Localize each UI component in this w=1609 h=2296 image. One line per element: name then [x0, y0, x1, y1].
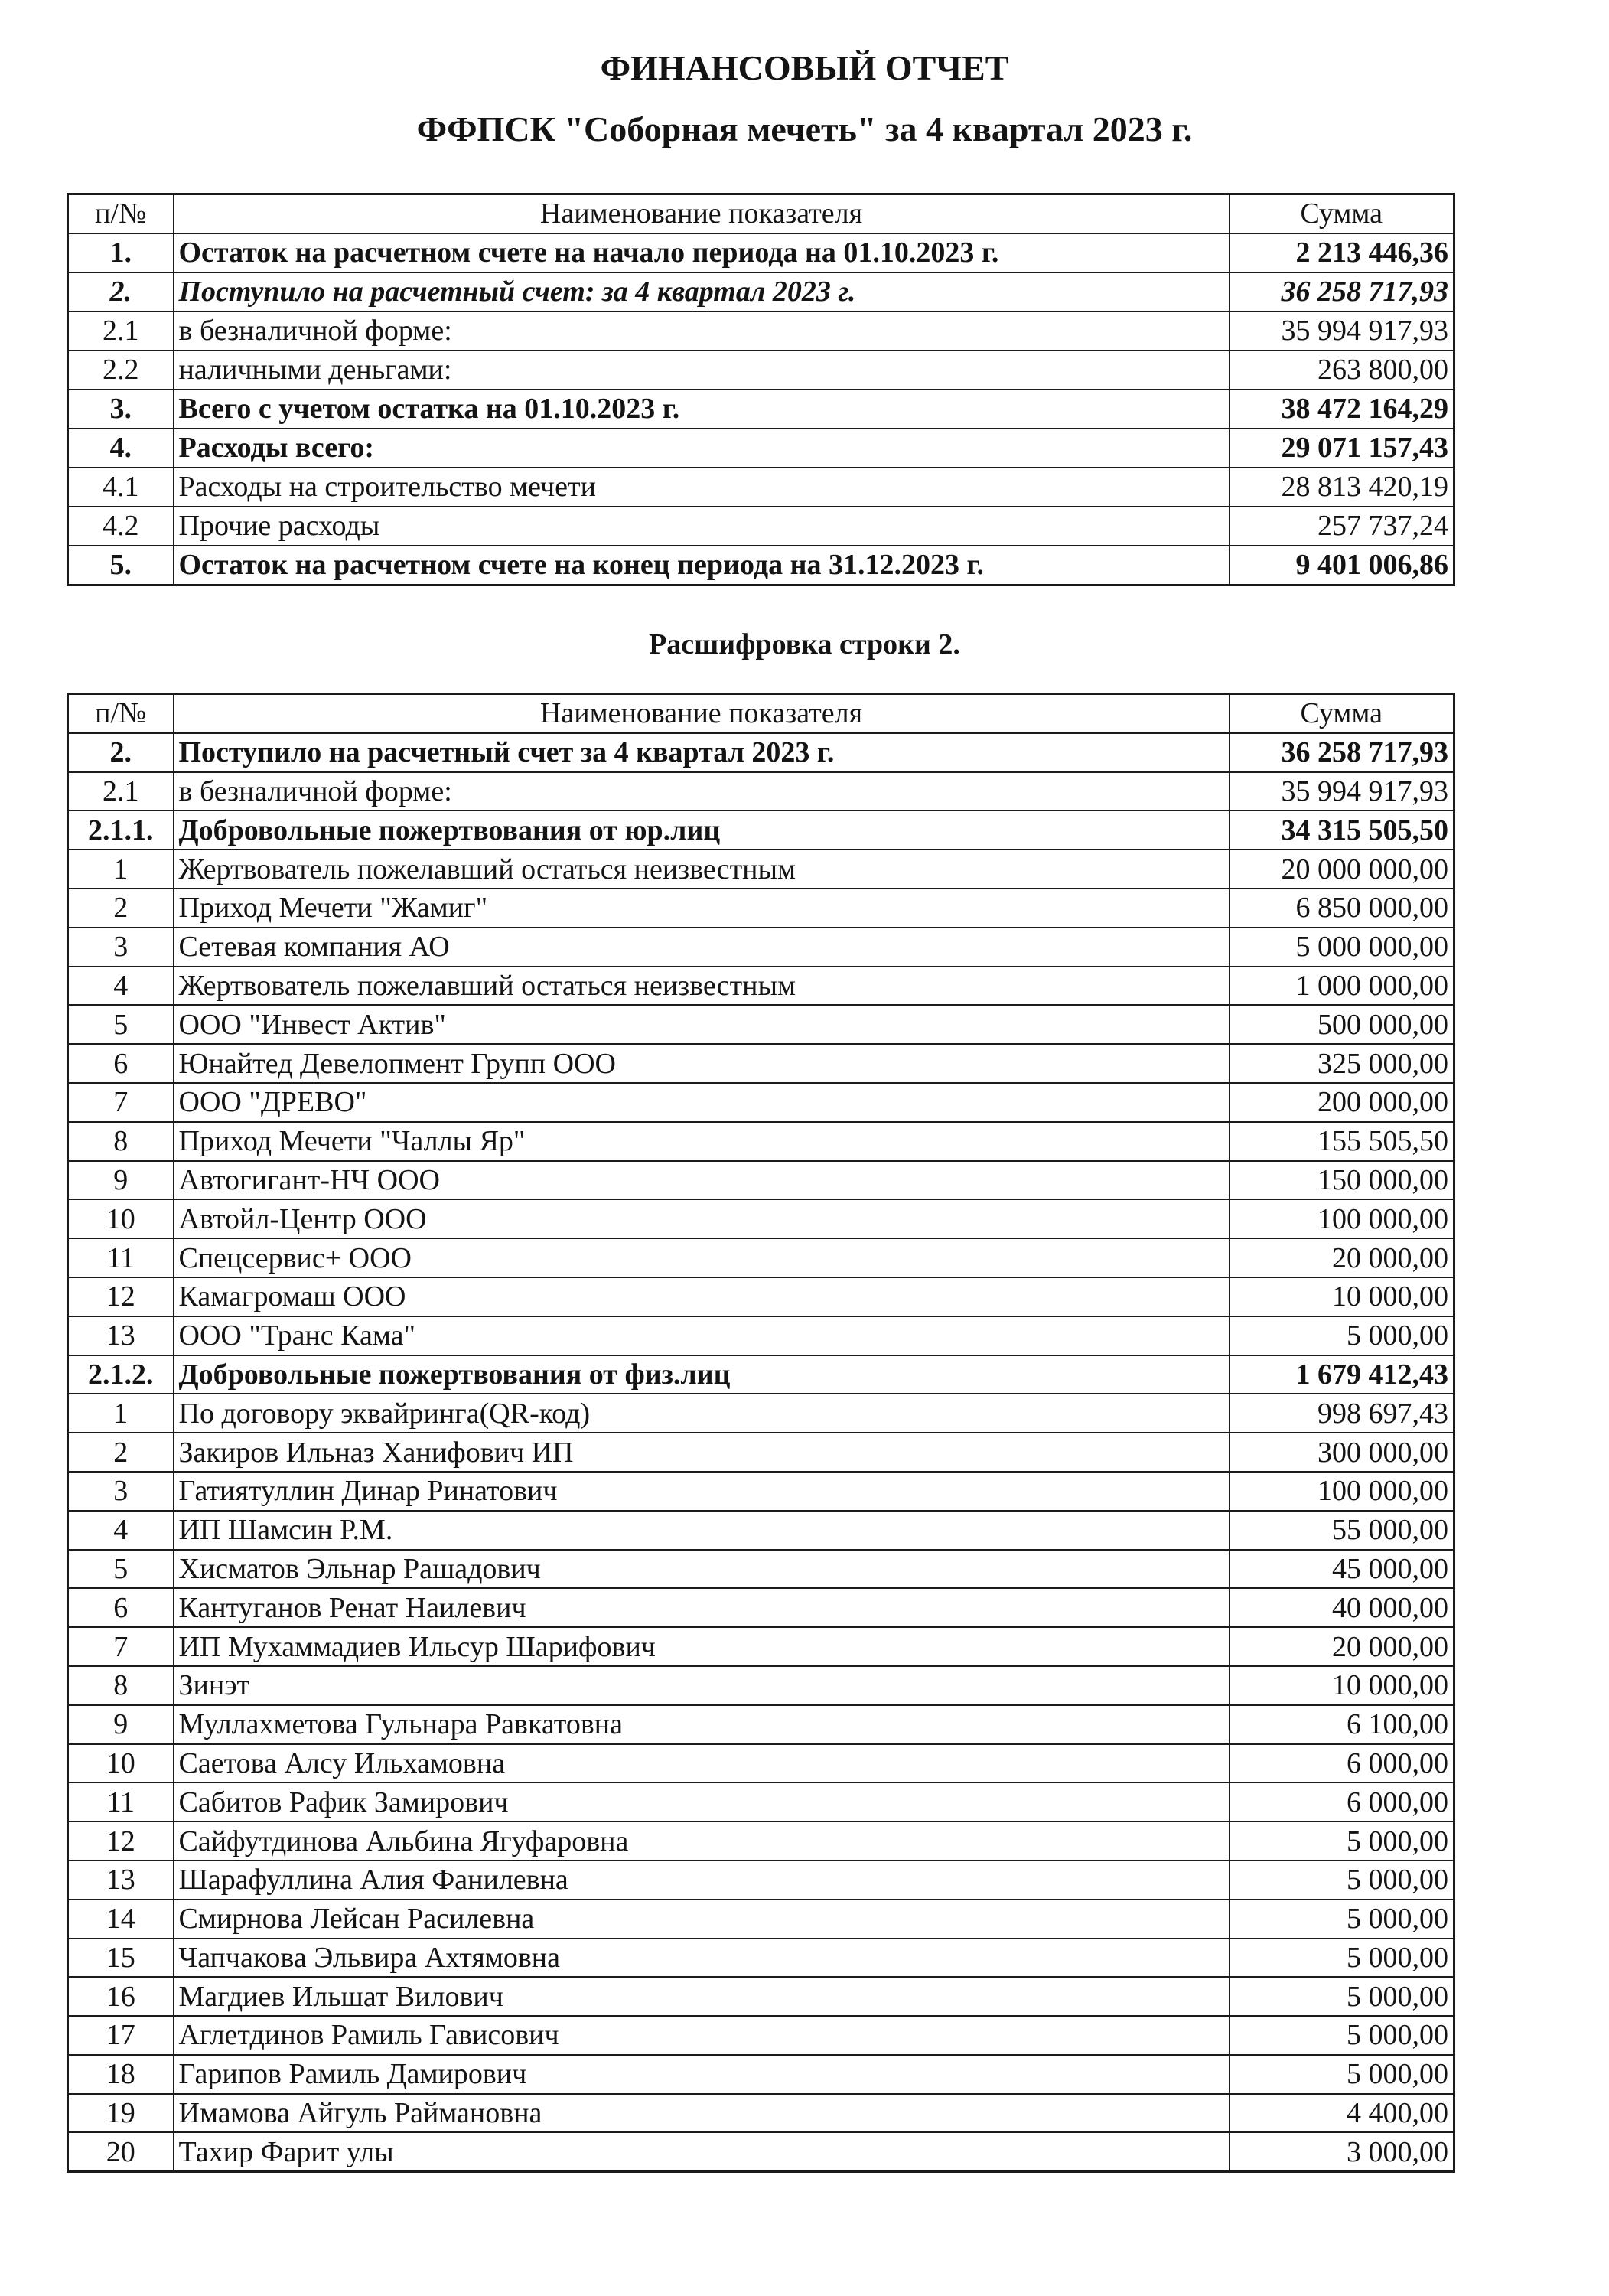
row-sum: 45 000,00: [1230, 1550, 1454, 1589]
row-name: Поступило на расчетный счет за 4 квартал 2023 г.: [174, 733, 1230, 772]
row-sum: 500 000,00: [1230, 1005, 1454, 1044]
row-number: 19: [68, 2094, 174, 2133]
table-row: [68, 351, 1454, 390]
row-sum: 5 000,00: [1230, 1821, 1454, 1861]
table-row: [68, 1005, 1454, 1044]
row-number: 7: [68, 1627, 174, 1666]
row-name: Аглетдинов Рамиль Гависович: [174, 2016, 1230, 2055]
column-header-number: п/№: [68, 194, 174, 234]
row-name: Расходы на строительство мечети: [174, 468, 1230, 507]
row-name: Жертвователь пожелавший остаться неизвестным: [174, 850, 1230, 889]
row-name: Магдиев Ильшат Вилович: [174, 1977, 1230, 2016]
row-name: Гатиятуллин Динар Ринатович: [174, 1472, 1230, 1511]
row-sum: 28 813 420,19: [1230, 468, 1454, 507]
row-sum: 20 000,00: [1230, 1627, 1454, 1666]
table-row: [68, 733, 1454, 772]
row-number: 11: [68, 1238, 174, 1277]
row-sum: 1 000 000,00: [1230, 967, 1454, 1006]
table-row: [68, 1861, 1454, 1900]
row-sum: 5 000,00: [1230, 1977, 1454, 2016]
row-sum: 150 000,00: [1230, 1161, 1454, 1200]
table-row: [68, 272, 1454, 311]
row-number: 18: [68, 2055, 174, 2094]
row-number: 2.: [68, 733, 174, 772]
row-sum: 5 000,00: [1230, 1861, 1454, 1900]
table-row: [68, 507, 1454, 546]
row-name: Гарипов Рамиль Дамирович: [174, 2055, 1230, 2094]
table-row: [68, 1277, 1454, 1316]
row-number: 2.1.1.: [68, 810, 174, 850]
row-number: 10: [68, 1744, 174, 1783]
row-name: Сайфутдинова Альбина Ягуфаровна: [174, 1821, 1230, 1861]
column-header-name: Наименование показателя: [174, 694, 1230, 733]
row-number: 4.1: [68, 468, 174, 507]
row-sum: 10 000,00: [1230, 1277, 1454, 1316]
table-row: [68, 1939, 1454, 1978]
table-row: [68, 1550, 1454, 1589]
report-title: ФИНАНСОВЫЙ ОТЧЕТ: [600, 48, 1009, 87]
row-sum: 100 000,00: [1230, 1472, 1454, 1511]
table-row: [68, 1782, 1454, 1821]
row-sum: 9 401 006,86: [1230, 546, 1454, 585]
row-name: в безналичной форме:: [174, 772, 1230, 811]
row-name: Поступило на расчетный счет: за 4 квартал 2023 г.: [174, 272, 1230, 311]
table-row: [68, 2055, 1454, 2094]
row-name: Приход Мечети "Жамиг": [174, 889, 1230, 928]
row-name: ИП Мухаммадиев Ильсур Шарифович: [174, 1627, 1230, 1666]
table-row: [68, 850, 1454, 889]
row-number: 6: [68, 1588, 174, 1627]
table-row: [68, 1588, 1454, 1627]
row-sum: 155 505,50: [1230, 1122, 1454, 1161]
row-number: 10: [68, 1199, 174, 1238]
row-name: Автогигант-НЧ ООО: [174, 1161, 1230, 1200]
row-name: Муллахметова Гульнара Равкатовна: [174, 1705, 1230, 1744]
row-sum: 257 737,24: [1230, 507, 1454, 546]
row-sum: 6 850 000,00: [1230, 889, 1454, 928]
row-number: 4: [68, 967, 174, 1006]
table-row: [68, 311, 1454, 351]
table-row: [68, 1238, 1454, 1277]
summary-table: [67, 193, 1455, 586]
table-row: [68, 1821, 1454, 1861]
table-row: [68, 1161, 1454, 1200]
table-row: [68, 1666, 1454, 1705]
row-sum: 36 258 717,93: [1230, 272, 1454, 311]
table-row: [68, 810, 1454, 850]
row-name: Спецсервис+ ООО: [174, 1238, 1230, 1277]
row-sum: 263 800,00: [1230, 351, 1454, 390]
row-number: 2.1: [68, 772, 174, 811]
table-row: [68, 1316, 1454, 1355]
row-sum: 20 000,00: [1230, 1238, 1454, 1277]
row-name: Кантуганов Ренат Наилевич: [174, 1588, 1230, 1627]
table-row: [68, 2132, 1454, 2171]
row-sum: 10 000,00: [1230, 1666, 1454, 1705]
table-row: [68, 1083, 1454, 1122]
row-sum: 34 315 505,50: [1230, 810, 1454, 850]
table-row: [68, 468, 1454, 507]
table-row: [68, 429, 1454, 468]
row-sum: 100 000,00: [1230, 1199, 1454, 1238]
row-name: Сетевая компания АО: [174, 928, 1230, 967]
row-number: 4: [68, 1511, 174, 1550]
row-number: 9: [68, 1161, 174, 1200]
row-sum: 3 000,00: [1230, 2132, 1454, 2171]
table-row: [68, 1511, 1454, 1550]
row-name: По договору эквайринга(QR-код): [174, 1394, 1230, 1433]
row-sum: 6 000,00: [1230, 1782, 1454, 1821]
table-row: [68, 233, 1454, 272]
row-number: 2.1: [68, 311, 174, 351]
row-name: Саетова Алсу Ильхамовна: [174, 1744, 1230, 1783]
row-name: ООО "ДРЕВО": [174, 1083, 1230, 1122]
table-row: [68, 928, 1454, 967]
row-name: Автойл-Центр ООО: [174, 1199, 1230, 1238]
column-header-sum: Сумма: [1230, 694, 1454, 733]
row-number: 13: [68, 1861, 174, 1900]
row-number: 2: [68, 889, 174, 928]
row-name: Жертвователь пожелавший остаться неизвестным: [174, 967, 1230, 1006]
row-number: 11: [68, 1782, 174, 1821]
row-number: 6: [68, 1044, 174, 1083]
row-number: 16: [68, 1977, 174, 2016]
table-row: [68, 2016, 1454, 2055]
row-name: наличными деньгами:: [174, 351, 1230, 390]
row-name: Юнайтед Девелопмент Групп ООО: [174, 1044, 1230, 1083]
table-row: [68, 1977, 1454, 2016]
table-row: [68, 1627, 1454, 1666]
column-header-sum: Сумма: [1230, 194, 1454, 234]
table-row: [68, 1705, 1454, 1744]
row-number: 2.1.2.: [68, 1355, 174, 1394]
table-row: [68, 390, 1454, 429]
report-subtitle: ФФПСК "Соборная мечеть" за 4 квартал 2023 г.: [416, 109, 1193, 148]
row-sum: 40 000,00: [1230, 1588, 1454, 1627]
row-name: Приход Мечети "Чаллы Яр": [174, 1122, 1230, 1161]
row-sum: 5 000 000,00: [1230, 928, 1454, 967]
row-name: Всего с учетом остатка на 01.10.2023 г.: [174, 390, 1230, 429]
row-sum: 300 000,00: [1230, 1433, 1454, 1472]
table-row: [68, 1122, 1454, 1161]
row-name: ООО "Транс Кама": [174, 1316, 1230, 1355]
row-sum: 6 000,00: [1230, 1744, 1454, 1783]
row-name: Расходы всего:: [174, 429, 1230, 468]
row-number: 1: [68, 1394, 174, 1433]
row-name: Остаток на расчетном счете на начало периода на 01.10.2023 г.: [174, 233, 1230, 272]
row-name: ООО "Инвест Актив": [174, 1005, 1230, 1044]
row-number: 15: [68, 1939, 174, 1978]
row-number: 2: [68, 1433, 174, 1472]
table-row: [68, 967, 1454, 1006]
row-name: Хисматов Эльнар Рашадович: [174, 1550, 1230, 1589]
row-name: Остаток на расчетном счете на конец периода на 31.12.2023 г.: [174, 546, 1230, 585]
row-sum: 35 994 917,93: [1230, 772, 1454, 811]
row-sum: 36 258 717,93: [1230, 733, 1454, 772]
row-number: 12: [68, 1277, 174, 1316]
row-name: Камагромаш ООО: [174, 1277, 1230, 1316]
column-header-number: п/№: [68, 694, 174, 733]
row-sum: 1 679 412,43: [1230, 1355, 1454, 1394]
row-number: 8: [68, 1666, 174, 1705]
table-header-row: [68, 694, 1454, 733]
row-name: Имамова Айгуль Раймановна: [174, 2094, 1230, 2133]
row-sum: 29 071 157,43: [1230, 429, 1454, 468]
row-number: 8: [68, 1122, 174, 1161]
table-row: [68, 1433, 1454, 1472]
row-number: 3: [68, 1472, 174, 1511]
row-number: 14: [68, 1900, 174, 1939]
row-number: 3.: [68, 390, 174, 429]
row-sum: 5 000,00: [1230, 1939, 1454, 1978]
row-number: 1.: [68, 233, 174, 272]
summary-table-body: [68, 233, 1454, 585]
row-name: Смирнова Лейсан Расилевна: [174, 1900, 1230, 1939]
table-row: [68, 1744, 1454, 1783]
row-name: Прочие расходы: [174, 507, 1230, 546]
table-row: [68, 1900, 1454, 1939]
row-sum: 2 213 446,36: [1230, 233, 1454, 272]
row-sum: 5 000,00: [1230, 1316, 1454, 1355]
row-number: 12: [68, 1821, 174, 1861]
table-row: [68, 2094, 1454, 2133]
row-name: Чапчакова Эльвира Ахтямовна: [174, 1939, 1230, 1978]
row-number: 2.2: [68, 351, 174, 390]
row-name: Добровольные пожертвования от юр.лиц: [174, 810, 1230, 850]
row-name: Добровольные пожертвования от физ.лиц: [174, 1355, 1230, 1394]
row-sum: 5 000,00: [1230, 2055, 1454, 2094]
row-number: 2.: [68, 272, 174, 311]
table-header-row: [68, 194, 1454, 234]
row-number: 7: [68, 1083, 174, 1122]
row-number: 3: [68, 928, 174, 967]
row-sum: 325 000,00: [1230, 1044, 1454, 1083]
row-sum: 55 000,00: [1230, 1511, 1454, 1550]
row-sum: 35 994 917,93: [1230, 311, 1454, 351]
row-number: 20: [68, 2132, 174, 2171]
table-row: [68, 1044, 1454, 1083]
row-sum: 998 697,43: [1230, 1394, 1454, 1433]
breakdown-table-body: [68, 733, 1454, 2172]
row-name: в безналичной форме:: [174, 311, 1230, 351]
row-number: 13: [68, 1316, 174, 1355]
row-sum: 4 400,00: [1230, 2094, 1454, 2133]
row-sum: 5 000,00: [1230, 1900, 1454, 1939]
row-sum: 38 472 164,29: [1230, 390, 1454, 429]
row-number: 5.: [68, 546, 174, 585]
row-name: Шарафуллина Алия Фанилевна: [174, 1861, 1230, 1900]
row-number: 1: [68, 850, 174, 889]
row-name: Тахир Фарит улы: [174, 2132, 1230, 2171]
table-row: [68, 1355, 1454, 1394]
row-name: Закиров Ильназ Ханифович ИП: [174, 1433, 1230, 1472]
row-name: Сабитов Рафик Замирович: [174, 1782, 1230, 1821]
table-row: [68, 889, 1454, 928]
row-name: Зинэт: [174, 1666, 1230, 1705]
row-sum: 20 000 000,00: [1230, 850, 1454, 889]
row-sum: 5 000,00: [1230, 2016, 1454, 2055]
row-number: 9: [68, 1705, 174, 1744]
table-row: [68, 772, 1454, 811]
row-number: 4.: [68, 429, 174, 468]
row-name: ИП Шамсин Р.М.: [174, 1511, 1230, 1550]
row-sum: 6 100,00: [1230, 1705, 1454, 1744]
row-number: 5: [68, 1005, 174, 1044]
table-row: [68, 1472, 1454, 1511]
table-row: [68, 1199, 1454, 1238]
row-sum: 200 000,00: [1230, 1083, 1454, 1122]
breakdown-table: [67, 693, 1455, 2173]
row-number: 4.2: [68, 507, 174, 546]
table-row: [68, 546, 1454, 585]
row-number: 5: [68, 1550, 174, 1589]
table-row: [68, 1394, 1454, 1433]
row-number: 17: [68, 2016, 174, 2055]
column-header-name: Наименование показателя: [174, 194, 1230, 234]
breakdown-title: Расшифровка строки 2.: [649, 628, 960, 660]
